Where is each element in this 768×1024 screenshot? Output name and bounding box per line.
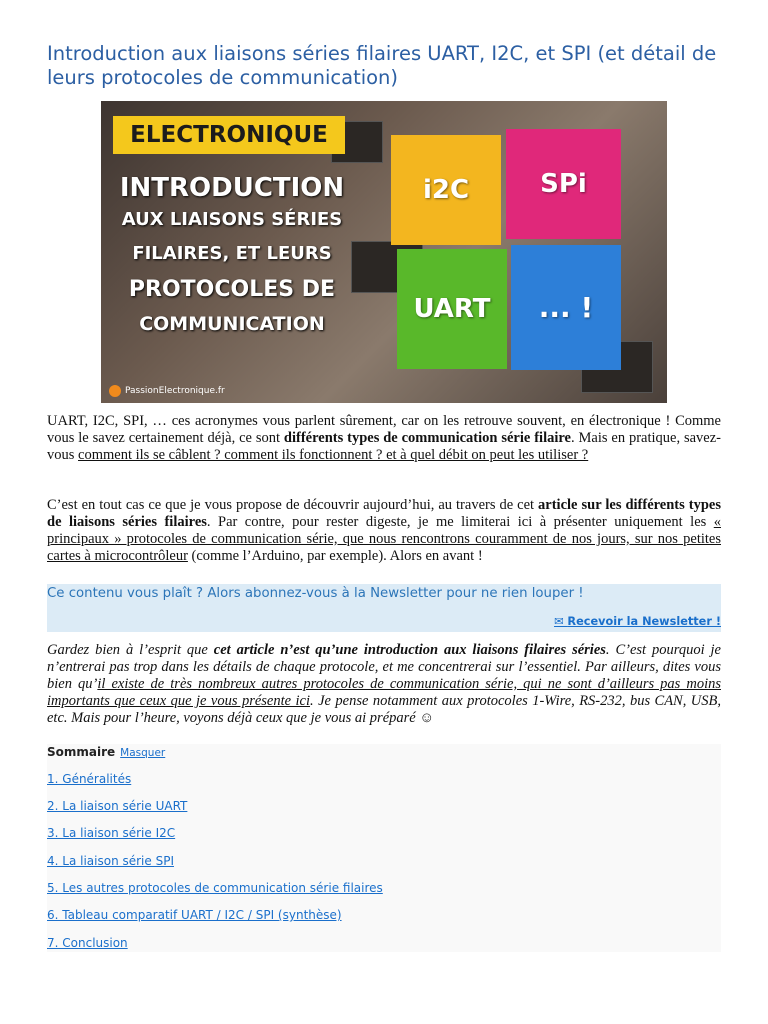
toc-header [47, 745, 165, 759]
newsletter-box [47, 584, 721, 632]
toc-item[interactable]: 7. Conclusion [47, 936, 128, 950]
bold-text: article sur les différents types de liaisons séries filaires [47, 497, 721, 530]
banner-line: PROTOCOLES DE [128, 277, 336, 302]
intro-paragraph [47, 413, 721, 464]
toc-item[interactable]: 3. La liaison série I2C [47, 826, 176, 840]
envelope-icon: ✉ [554, 615, 568, 628]
underlined-text: il existe de très nombreux autres protocoles de communication série, qui ne sont d’ailleurs pas moins importants que ceux que je vous présente ici [47, 676, 721, 709]
banner-tag: ELECTRONIQUE [113, 116, 345, 154]
toc-item[interactable]: 6. Tableau comparatif UART / I2C / SPI (synthèse) [47, 908, 342, 922]
underlined-text: « principaux » protocoles de communication série, que nous rencontrons couramment de nos jours, sur nos petites cartes à microcontrôleur [47, 514, 721, 564]
text-run: (comme l’Arduino, par exemple). Alors en avant ! [187, 548, 483, 564]
text-run: UART, I2C, SPI, … ces acronymes vous parlent sûrement, car on les retrouve souvent, en électronique ! Comme vous le savez certainement déjà, ce sont [47, 413, 721, 446]
text-run: C’est en tout cas ce que je vous propose de découvrir aujourd’hui, au travers de cet [47, 497, 539, 513]
text-run: . Je pense notamment aux protocoles 1-Wire, RS-232, bus CAN, USB, etc. Mais pour l’heure, voyons déjà ceux que je vous ai préparé ☺ [47, 693, 722, 726]
table-of-contents [47, 744, 721, 952]
banner-line: FILAIRES, ET LEURS [132, 243, 332, 264]
puzzle-piece-i2c: i2C [391, 135, 501, 245]
banner-line: INTRODUCTION [119, 173, 345, 203]
puzzle-piece-more: ... ! [511, 245, 621, 370]
logo-icon [109, 385, 121, 397]
toc-item[interactable]: 5. Les autres protocoles de communication série filaires [47, 881, 383, 895]
text-run: . C’est pourquoi je n’entrerai pas trop dans les détails de chaque protocole, et me concentrerai sur l’essentiel. Par ailleurs, dites vous bien qu’ [47, 642, 721, 692]
toc-item[interactable]: 2. La liaison série UART [47, 799, 188, 813]
toc-title: Sommaire [47, 745, 116, 759]
puzzle-piece-spi: SPi [506, 129, 621, 239]
newsletter-link-label: Recevoir la Newsletter ! [567, 615, 721, 628]
newsletter-link[interactable] [554, 615, 721, 628]
toc-item[interactable]: 1. Généralités [47, 772, 132, 786]
text-run: . Par contre, pour rester digeste, je me limiterai ici à présenter uniquement les [206, 514, 714, 530]
bold-text: cet article n’est qu’une introduction aux liaisons filaires séries [213, 642, 606, 658]
banner-line: COMMUNICATION [139, 313, 325, 335]
text-run: . Mais en pratique, savez-vous [47, 430, 721, 463]
text-run: Gardez bien à l’esprit que [47, 642, 214, 658]
site-logo [109, 385, 225, 397]
puzzle-piece-uart: UART [397, 249, 507, 369]
second-paragraph [47, 497, 721, 565]
banner-line: AUX LIAISONS SÉRIES [121, 209, 343, 230]
italic-paragraph [47, 642, 721, 727]
newsletter-text: Ce contenu vous plaît ? Alors abonnez-vous à la Newsletter pour ne rien louper ! [47, 586, 584, 601]
logo-text: PassionElectronique.fr [125, 386, 225, 396]
article [47, 0, 722, 950]
underlined-text: comment ils se câblent ? comment ils fonctionnent ? et à quel débit on peut les utiliser ? [78, 447, 589, 463]
toc-hide-link[interactable]: Masquer [120, 747, 166, 759]
banner-image [101, 101, 667, 403]
page-title: Introduction aux liaisons séries filaires UART, I2C, et SPI (et détail de leurs protocoles de communication) [47, 42, 717, 89]
bold-text: différents types de communication série filaire [283, 430, 571, 446]
toc-item[interactable]: 4. La liaison série SPI [47, 854, 174, 868]
